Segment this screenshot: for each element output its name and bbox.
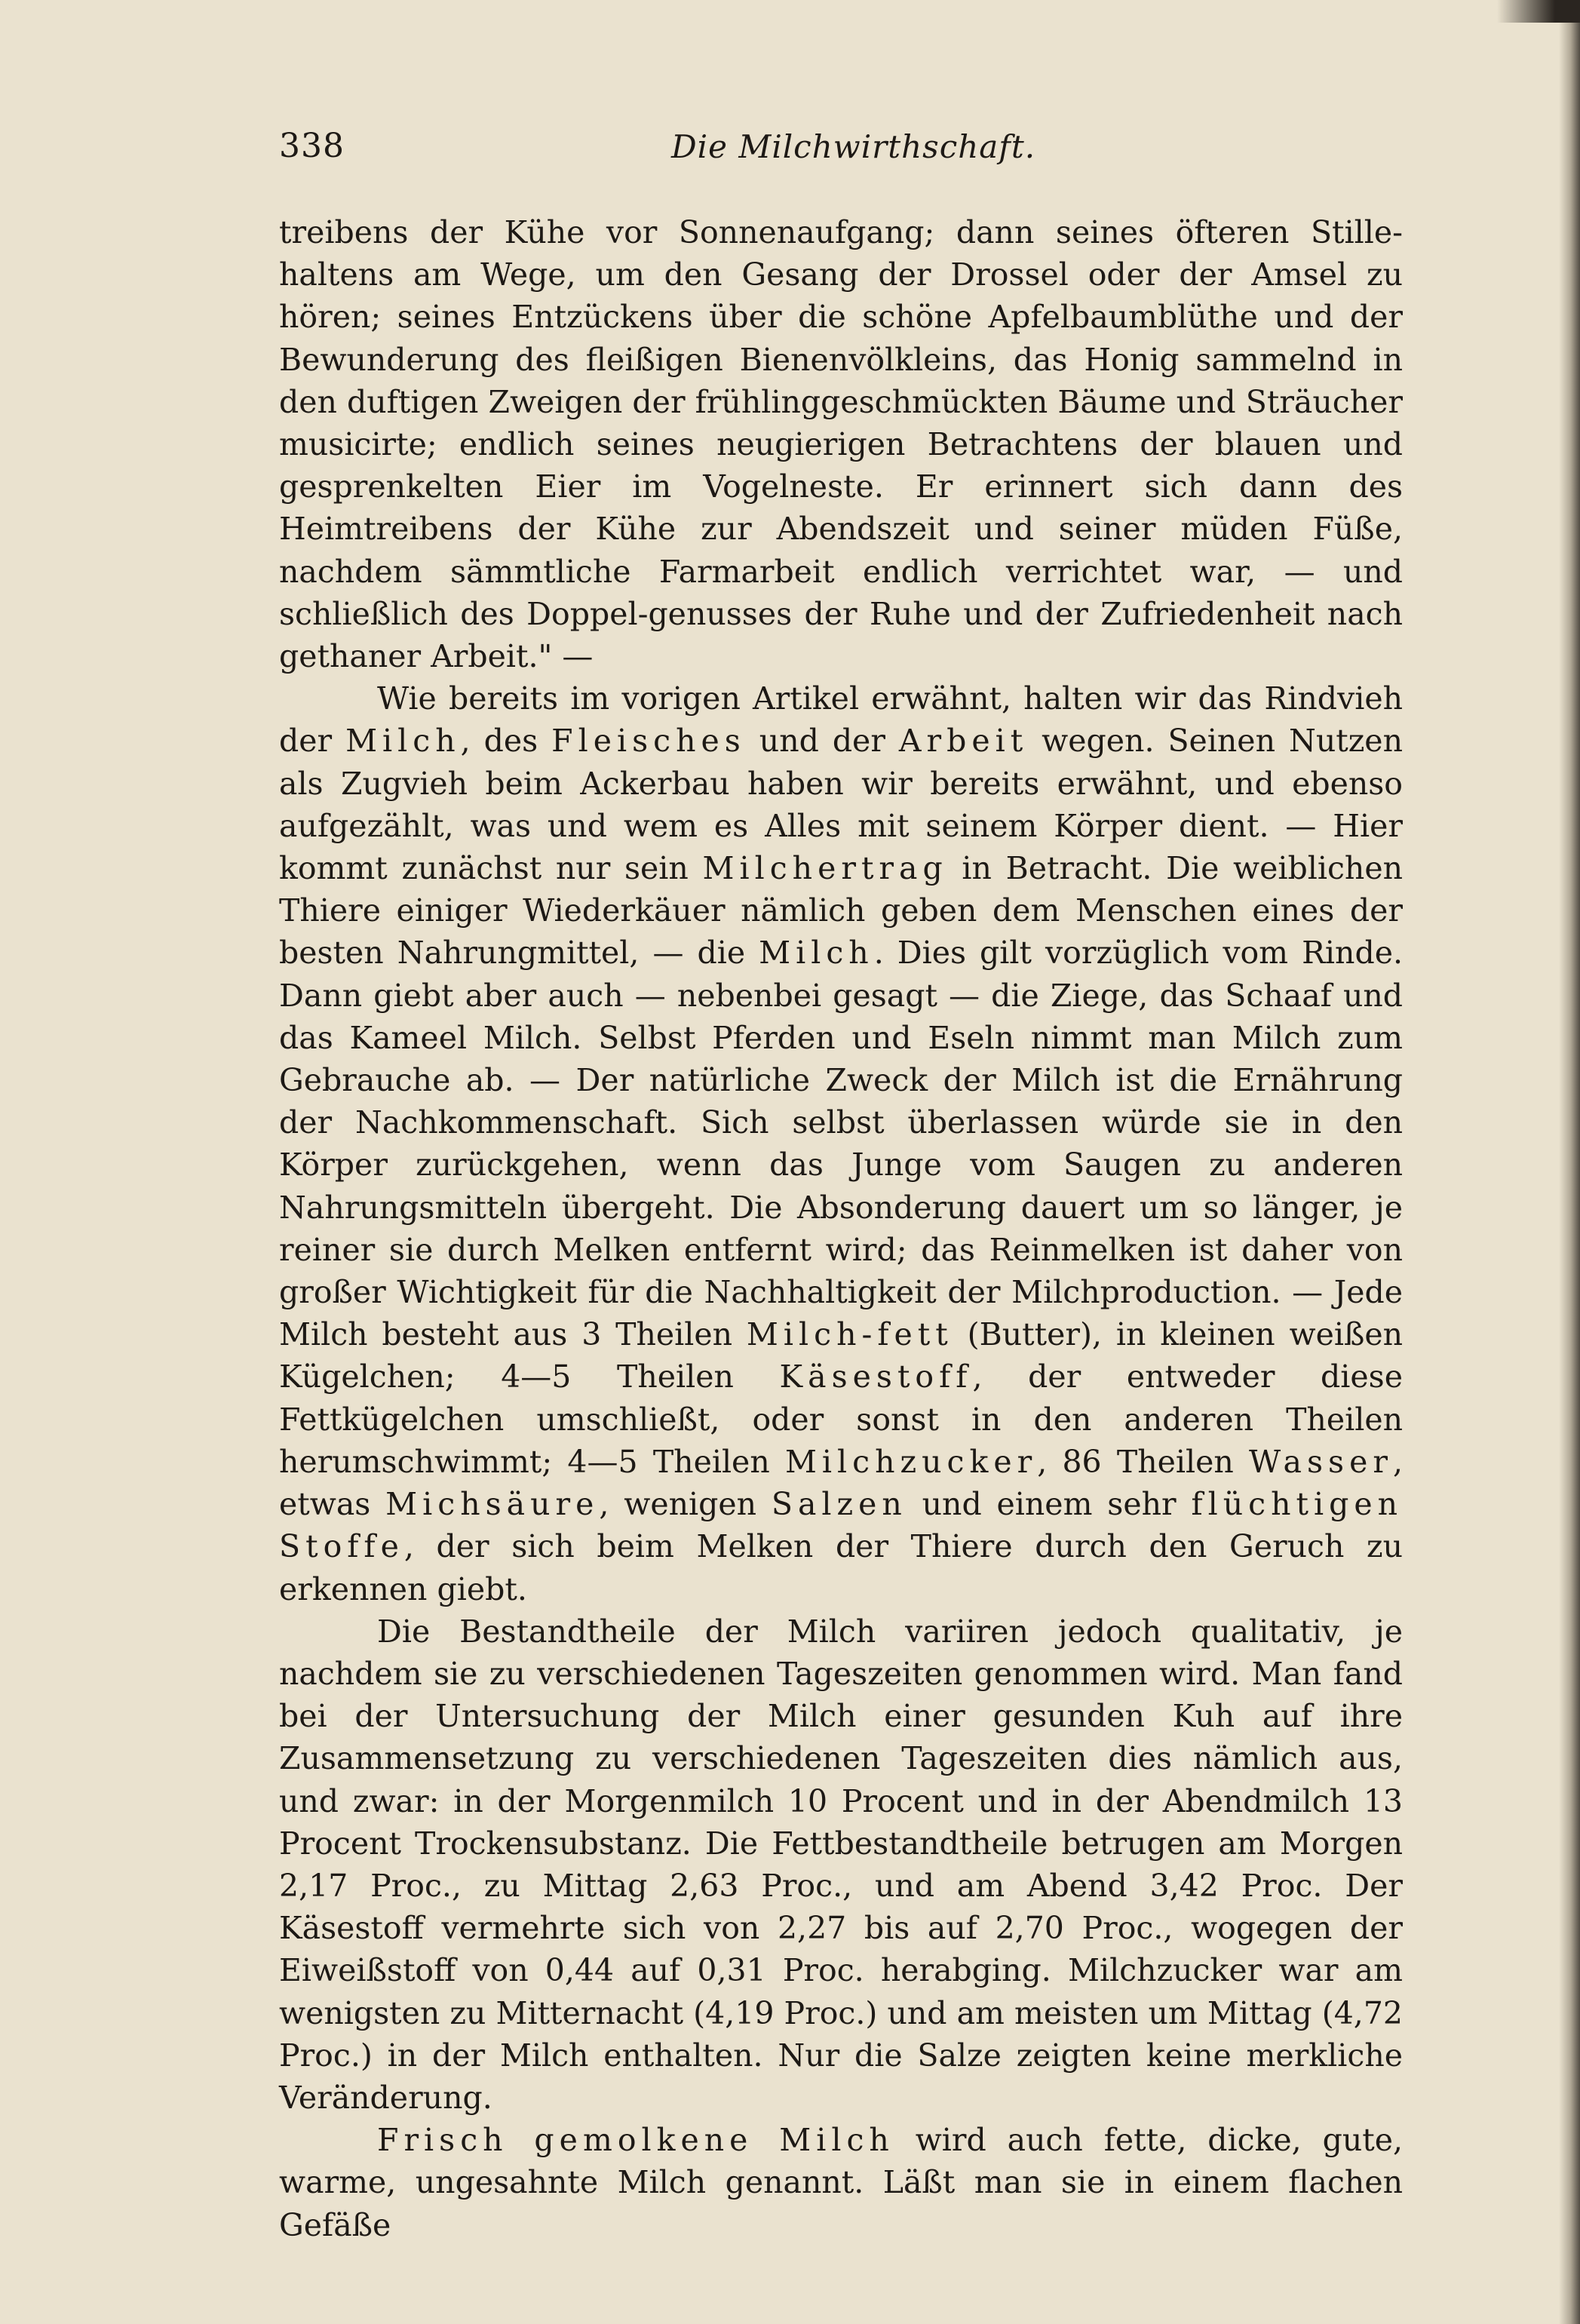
emphasized-text: Michsäure bbox=[385, 1486, 600, 1523]
emphasized-text: Arbeit bbox=[898, 723, 1029, 760]
text-run: , 86 Theilen bbox=[1037, 1443, 1249, 1480]
text-run: , der entweder diese Fettkügelchen umschließt, oder sonst in den anderen Theilen herumschwimmt; 4—5 Theilen bbox=[279, 1358, 1403, 1480]
text-run: , etwas bbox=[279, 1443, 1403, 1523]
running-title: Die Milchwirthschaft. bbox=[671, 128, 1036, 165]
text-run: , wenigen bbox=[599, 1486, 772, 1523]
emphasized-text: Milch-fett bbox=[746, 1316, 953, 1353]
emphasized-text: Milchzucker bbox=[784, 1443, 1038, 1480]
emphasized-text: Fleisches bbox=[551, 723, 746, 760]
text-run: , der sich beim Melken der Thiere durch den Geruch zu erkennen giebt. bbox=[279, 1528, 1403, 1607]
text-run: Die Bestandtheile der Milch variiren jedoch qualitativ, je nachdem sie zu verschiedenen Tageszeiten genommen wird. Man fand bei der Untersuchung der Milch einer gesunden Kuh auf ihre Zusammensetzung zu verschiedenen Tageszeiten dies nämlich aus, und zwar: in der Morgenmilch 10 Procent und in der Abendmilch 13 Procent Trockensubstanz. Die Fettbestandtheile betrugen am Morgen 2,17 Proc., zu Mittag 2,63 Proc., und am Abend 3,42 Proc. Der Käsestoff vermehrte sich von 2,27 bis auf 2,70 Proc., wogegen der Eiweißstoff von 0,44 auf 0,31 Proc. herabging. Milchzucker war am wenigsten zu Mitternacht (4,19 Proc.) und am meisten um Mittag (4,72 Proc.) in der Milch enthalten. Nur die Salze zeigten keine merkliche Veränderung. bbox=[279, 1613, 1403, 2116]
emphasized-text: flüchtigen Stoffe bbox=[279, 1486, 1404, 1565]
emphasized-text: Wasser bbox=[1248, 1443, 1393, 1480]
page-header bbox=[279, 127, 1403, 172]
binding-corner bbox=[1497, 0, 1580, 23]
paragraph bbox=[279, 1610, 1403, 2119]
page-number: 338 bbox=[279, 127, 345, 165]
emphasized-text: Frisch gemolkene Milch bbox=[377, 2122, 894, 2159]
emphasized-text: Milchertrag bbox=[702, 850, 948, 887]
emphasized-text: Salzen bbox=[771, 1486, 907, 1523]
text-run: wird auch fette, dicke, gute, warme, ungesahnte Milch genannt. Läßt man sie in einem flachen Gefäße bbox=[279, 2122, 1404, 2243]
text-run: , des bbox=[460, 723, 552, 760]
paragraph bbox=[279, 211, 1403, 677]
text-run: wegen. Seinen Nutzen als Zugvieh beim Ackerbau haben wir bereits erwähnt, und ebenso aufgezählt, was und wem es Alles mit seinem Körper dient. — Hier kommt zunächst nur sein bbox=[279, 723, 1403, 887]
paragraph bbox=[279, 677, 1403, 1610]
body-text bbox=[279, 211, 1404, 2243]
text-run: . Dies gilt vorzüglich vom Rinde. Dann giebt aber auch — nebenbei gesagt — die Ziege, das Schaaf und das Kameel Milch. Selbst Pferden und Eseln nimmt man Milch zum Gebrauche ab. — Der natürliche Zweck der Milch ist die Ernährung der Nachkommenschaft. Sich selbst überlassen würde sie in den Körper zurückgehen, wenn das Junge vom Saugen zu anderen Nahrungsmitteln übergeht. Die Absonderung dauert um so länger, je reiner sie durch Melken entfernt wird; das Reinmelken ist daher von großer Wichtigkeit für die Nachhaltigkeit der Milchproduction. — Jede Milch besteht aus 3 Theilen bbox=[279, 935, 1403, 1353]
text-run: und einem sehr bbox=[907, 1486, 1192, 1523]
text-run: und der bbox=[745, 723, 899, 760]
emphasized-text: Käsestoff bbox=[779, 1358, 973, 1395]
text-run: treibens der Kühe vor Sonnenaufgang; dann seines öfteren Stille-haltens am Wege, um den Gesang der Drossel oder der Amsel zu hören; seines Entzückens über die schöne Apfelbaumblüthe und der Bewunderung des fleißigen Bienenvölkleins, das Honig sammelnd in den duftigen Zweigen der frühlinggeschmückten Bäume und Sträucher musicirte; endlich seines neugierigen Betrachtens der blauen und gesprenkelten Eier im Vogelneste. Er erinnert sich dann des Heimtreibens der Kühe zur Abendszeit und seiner müden Füße, nachdem sämmtliche Farmarbeit endlich verrichtet war, — und schließlich des Doppel-genusses der Ruhe und der Zufriedenheit nach gethaner Arbeit." — bbox=[279, 214, 1403, 675]
show-through-mark bbox=[422, 2127, 573, 2187]
text-run: in Betracht. Die weiblichen Thiere einiger Wiederkäuer nämlich geben dem Menschen eines der besten Nahrungmittel, — die bbox=[279, 850, 1403, 972]
emphasized-text: Milch bbox=[345, 723, 461, 760]
page-edge-shadow bbox=[1559, 0, 1580, 2324]
text-run: (Butter), in kleinen weißen Kügelchen; 4—5 Theilen bbox=[279, 1316, 1404, 1395]
text-run: Wie bereits im vorigen Artikel erwähnt, halten wir das Rindvieh der bbox=[279, 680, 1403, 760]
emphasized-text: Milch bbox=[759, 935, 874, 972]
